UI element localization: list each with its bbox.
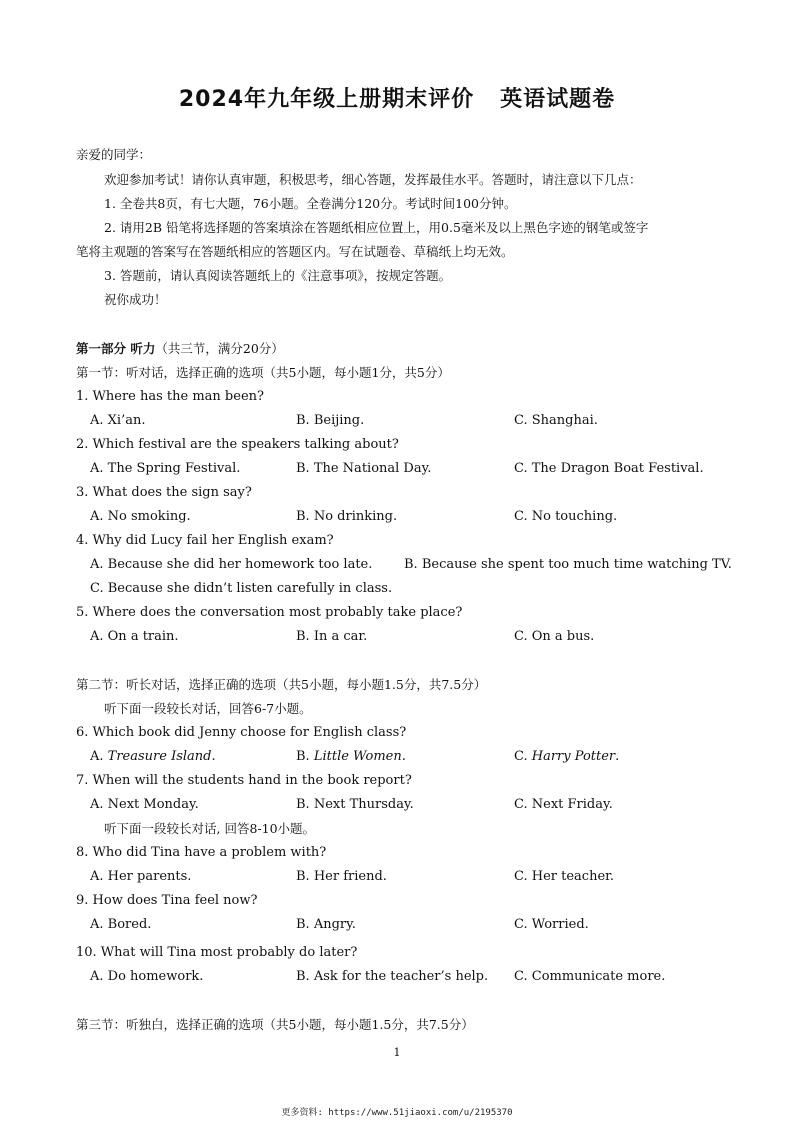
option-a: A. Bored. (90, 917, 152, 932)
question-stem: 1. Where has the man been? (76, 389, 264, 404)
page-number: 1 (393, 1046, 401, 1059)
option-a: A. The Spring Festival. (90, 461, 241, 476)
option-c: C. Because she didn’t listen carefully in class. (90, 581, 393, 596)
option-b: B. Ask for the teacher’s help. (296, 969, 489, 984)
option-b: B. In a car. (296, 629, 368, 644)
greeting: 亲爱的同学： (76, 147, 152, 162)
option-a: A. Do homework. (90, 969, 204, 984)
section2-instruction: 听下面一段较长对话, 回答8-10小题。 (104, 821, 316, 836)
section3-heading: 第三节：听独白，选择正确的选项（共5小题，每小题1.5分，共7.5分） (76, 1017, 474, 1032)
option-a: A. Because she did her homework too late. (90, 557, 373, 572)
option-a: A. No smoking. (90, 509, 191, 524)
book-title: Little Women (313, 749, 402, 764)
question-stem: 9. How does Tina feel now? (76, 893, 258, 908)
option-c: C. The Dragon Boat Festival. (514, 461, 704, 476)
book-title: Treasure Island (107, 749, 212, 764)
option-b: B. Next Thursday. (296, 797, 414, 812)
question-stem: 3. What does the sign say? (76, 485, 252, 500)
option-c: C. Next Friday. (514, 797, 613, 812)
option-c: C. Worried. (514, 917, 589, 932)
title-main: 2024年九年级上册期末评价 (178, 87, 475, 112)
intro-line: 3. 答题前，请认真阅读答题纸上的《注意事项》，按规定答题。 (104, 268, 452, 283)
section1-heading: 第一节：听对话，选择正确的选项（共5小题，每小题1分，共5分） (76, 365, 450, 380)
option-c: C. No touching. (514, 509, 618, 524)
book-title: Harry Potter (531, 749, 616, 764)
option-c: C. Harry Potter. (514, 749, 620, 764)
question-stem: 2. Which festival are the speakers talking about? (76, 437, 399, 452)
part1-heading-bold: 第一部分 听力 (76, 341, 156, 356)
option-c: C. On a bus. (514, 629, 595, 644)
option-b: B. Little Women. (296, 749, 406, 764)
question-stem: 6. Which book did Jenny choose for English class? (76, 725, 407, 740)
question-stem: 5. Where does the conversation most probably take place? (76, 605, 463, 620)
question-stem: 7. When will the students hand in the book report? (76, 773, 412, 788)
title-sub: 英语试题卷 (500, 87, 616, 112)
section2-heading: 第二节：听长对话，选择正确的选项（共5小题，每小题1.5分，共7.5分） (76, 677, 487, 692)
option-b: B. The National Day. (296, 461, 432, 476)
option-c: C. Communicate more. (514, 969, 666, 984)
intro-line: 笔将主观题的答案写在答题纸相应的答题区内。写在试题卷、草稿纸上均无效。 (76, 244, 514, 259)
option-a: A. On a train. (90, 629, 179, 644)
option-b: B. Her friend. (296, 869, 387, 884)
option-b: B. No drinking. (296, 509, 398, 524)
option-a: A. Next Monday. (90, 797, 199, 812)
page-title (0, 82, 794, 113)
option-a: A. Xi’an. (90, 413, 146, 428)
option-b: B. Because she spent too much time watching TV. (404, 557, 732, 572)
option-a: A. Treasure Island. (90, 749, 216, 764)
intro-line: 欢迎参加考试！请你认真审题，积极思考，细心答题，发挥最佳水平。答题时，请注意以下几点： (104, 172, 642, 187)
part1-heading-note: （共三节，满分20分） (155, 341, 284, 356)
question-stem: 8. Who did Tina have a problem with? (76, 845, 327, 860)
option-c: C. Shanghai. (514, 413, 598, 428)
footer-link[interactable]: 更多资料: https://www.51jiaoxi.com/u/2195370 (281, 1108, 513, 1118)
option-b: B. Angry. (296, 917, 356, 932)
part1-heading (76, 340, 284, 358)
question-stem: 4. Why did Lucy fail her English exam? (76, 533, 334, 548)
option-c: C. Her teacher. (514, 869, 615, 884)
intro-line: 祝你成功！ (104, 292, 167, 307)
intro-line: 1. 全卷共8页，有七大题，76小题。全卷满分120分。考试时间100分钟。 (104, 196, 517, 211)
question-stem: 10. What will Tina most probably do later? (76, 945, 358, 960)
section2-instruction: 听下面一段较长对话，回答6-7小题。 (104, 701, 312, 716)
option-b: B. Beijing. (296, 413, 365, 428)
intro-line: 2. 请用2B 铅笔将选择题的答案填涂在答题纸相应位置上，用0.5毫米及以上黑色字迹的钢笔或签字 (104, 220, 649, 235)
option-a: A. Her parents. (90, 869, 192, 884)
